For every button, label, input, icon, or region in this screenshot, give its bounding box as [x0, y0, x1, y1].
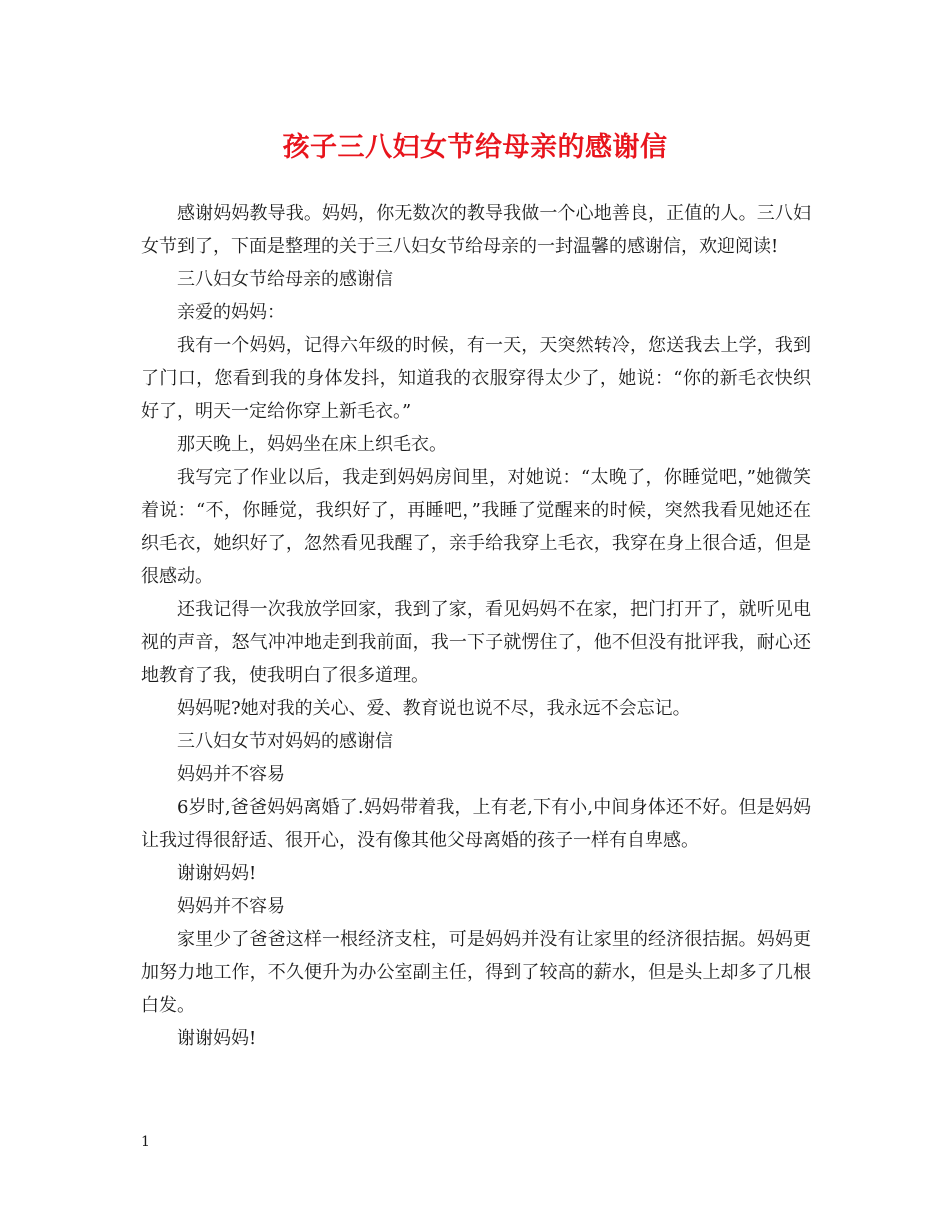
paragraph: 三八妇女节给母亲的感谢信 [177, 269, 393, 290]
paragraph: 我有一个妈妈，记得六年级的时候，有一天，天突然转冷，您送我去上学，我到了门口，您看到我的身体发抖，知道我的衣服穿得太少了，她说：“你的新毛衣快织好了，明天一定给你穿上新毛衣。” [141, 335, 811, 422]
paragraph: 三八妇女节对妈妈的感谢信 [177, 731, 393, 752]
paragraph: 妈妈呢?她对我的关心、爱、教育说也说不尽，我永远不会忘记。 [177, 698, 691, 719]
paragraph: 那天晚上，妈妈坐在床上织毛衣。 [177, 434, 447, 455]
page-number: 1 [141, 1134, 150, 1150]
paragraph: 妈妈并不容易 [177, 764, 285, 785]
paragraph: 6岁时,爸爸妈妈离婚了.妈妈带着我，上有老,下有小,中间身体还不好。但是妈妈让我过得很舒适、很开心，没有像其他父母离婚的孩子一样有自卑感。 [141, 797, 811, 851]
paragraph: 还我记得一次我放学回家，我到了家，看见妈妈不在家，把门打开了，就听见电视的声音，怒气冲冲地走到我前面，我一下子就愣住了，他不但没有批评我，耐心还地教育了我，使我明白了很多道理。 [141, 599, 811, 686]
paragraph: 谢谢妈妈! [177, 1028, 257, 1049]
paragraph: 家里少了爸爸这样一根经济支柱，可是妈妈并没有让家里的经济很拮据。妈妈更加努力地工作，不久便升为办公室副主任，得到了较高的薪水，但是头上却多了几根白发。 [141, 929, 811, 1016]
paragraph: 谢谢妈妈! [177, 863, 257, 884]
paragraph: 我写完了作业以后，我走到妈妈房间里，对她说：“太晚了，你睡觉吧，”她微笑着说：“不，你睡觉，我织好了，再睡吧，”我睡了觉醒来的时候，突然我看见她还在织毛衣，她织好了，忽然看见我醒了，亲手给我穿上毛衣，我穿在身上很合适，但是很感动。 [141, 467, 811, 587]
document-title: 孩子三八妇女节给母亲的感谢信 [282, 132, 668, 163]
document-body [141, 197, 811, 1055]
paragraph: 感谢妈妈教导我。妈妈，你无数次的教导我做一个心地善良，正值的人。三八妇女节到了，下面是整理的关于三八妇女节给母亲的一封温馨的感谢信，欢迎阅读! [141, 203, 811, 257]
paragraph: 亲爱的妈妈： [177, 302, 285, 323]
paragraph: 妈妈并不容易 [177, 896, 285, 917]
